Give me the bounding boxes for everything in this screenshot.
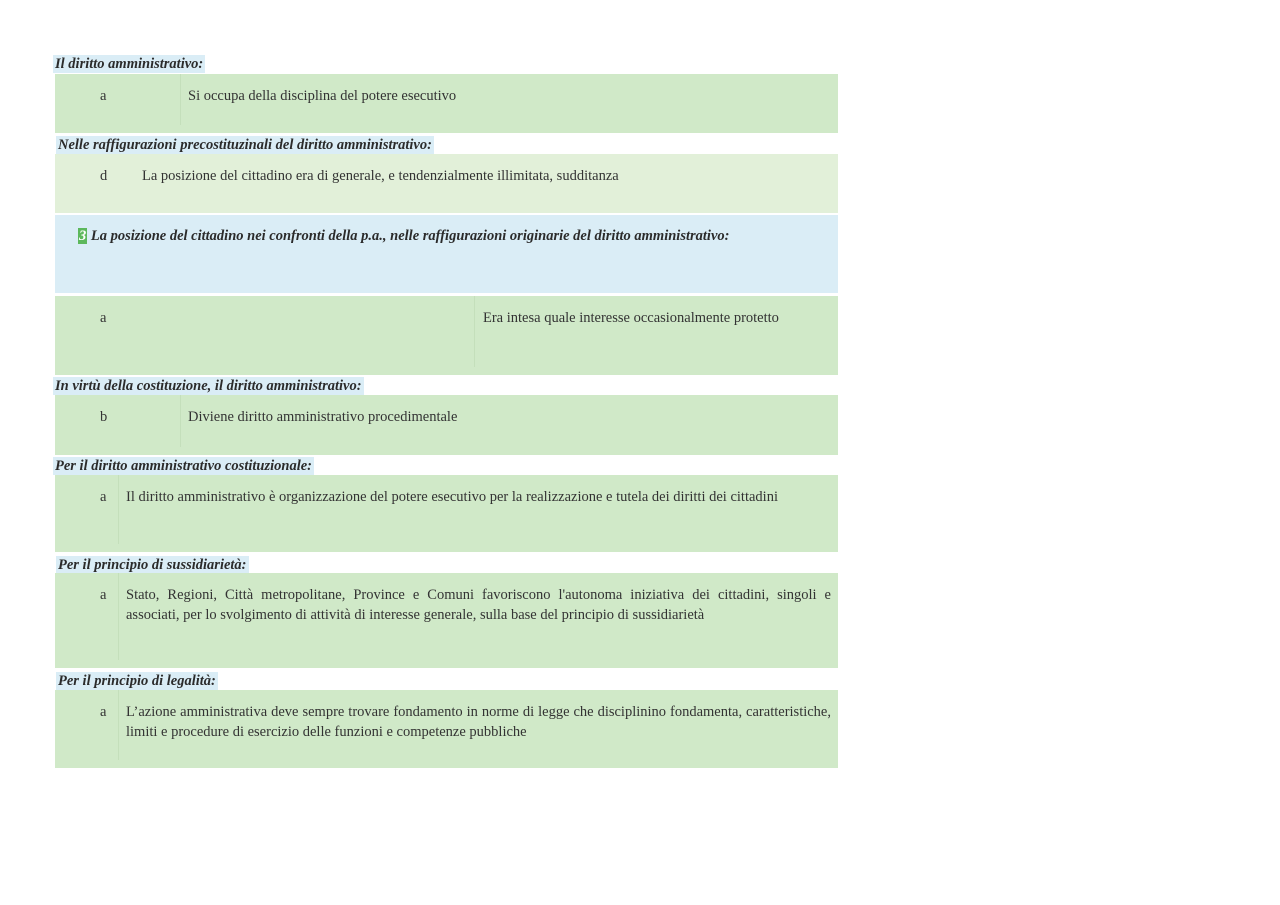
question-heading: Per il principio di sussidiarietà: bbox=[58, 557, 247, 573]
answer-row bbox=[55, 573, 838, 668]
answer-letter: a bbox=[100, 489, 107, 505]
answer-text: Stato, Regioni, Città metropolitane, Province e Comuni favoriscono l'autonoma iniziativa dei cittadini, singoli e associati, per lo svolgimento di attività di interesse generale, sulla base del principio di sussidiarietà bbox=[126, 587, 831, 623]
answer-row bbox=[55, 154, 838, 213]
answer-letter: a bbox=[100, 310, 107, 326]
answer-letter: a bbox=[100, 704, 107, 720]
divider bbox=[180, 395, 181, 447]
answer-text: Diviene diritto amministrativo procedimentale bbox=[188, 409, 458, 425]
question-block bbox=[55, 215, 838, 293]
answer-row bbox=[55, 475, 838, 552]
answer-text: La posizione del cittadino era di generale, e tendenzialmente illimitata, sudditanza bbox=[142, 168, 619, 184]
answer-row bbox=[55, 74, 838, 133]
divider bbox=[180, 74, 181, 125]
answer-text: L’azione amministrativa deve sempre trovare fondamento in norme di legge che disciplinino fondamenta, caratteristiche, limiti e procedure di esercizio delle funzioni e competenze pubbliche bbox=[126, 704, 831, 740]
answer-letter: b bbox=[100, 409, 108, 425]
question-number: 3 bbox=[79, 228, 87, 244]
answer-letter: a bbox=[100, 587, 107, 603]
question-heading: Per il diritto amministrativo costituzionale: bbox=[55, 458, 312, 474]
question-heading: Per il principio di legalità: bbox=[58, 673, 216, 689]
question-heading: La posizione del cittadino nei confronti della p.a., nelle raffigurazioni originarie del diritto amministrativo: bbox=[90, 228, 730, 244]
divider bbox=[474, 296, 475, 367]
divider bbox=[118, 573, 119, 660]
divider bbox=[118, 475, 119, 544]
answer-row bbox=[55, 296, 838, 375]
question-heading: Il diritto amministrativo: bbox=[55, 56, 204, 72]
answer-row bbox=[55, 690, 838, 768]
answer-text: Il diritto amministrativo è organizzazione del potere esecutivo per la realizzazione e tutela dei diritti dei cittadini bbox=[126, 489, 778, 505]
divider bbox=[118, 690, 119, 760]
answer-letter: d bbox=[100, 168, 108, 184]
question-heading: Nelle raffigurazioni precostituzinali del diritto amministrativo: bbox=[58, 137, 432, 153]
question-heading: In virtù della costituzione, il diritto amministrativo: bbox=[55, 378, 362, 394]
answer-text: Si occupa della disciplina del potere esecutivo bbox=[188, 88, 457, 104]
answer-text: Era intesa quale interesse occasionalmente protetto bbox=[483, 310, 779, 326]
answer-letter: a bbox=[100, 88, 107, 104]
answer-row bbox=[55, 395, 838, 455]
